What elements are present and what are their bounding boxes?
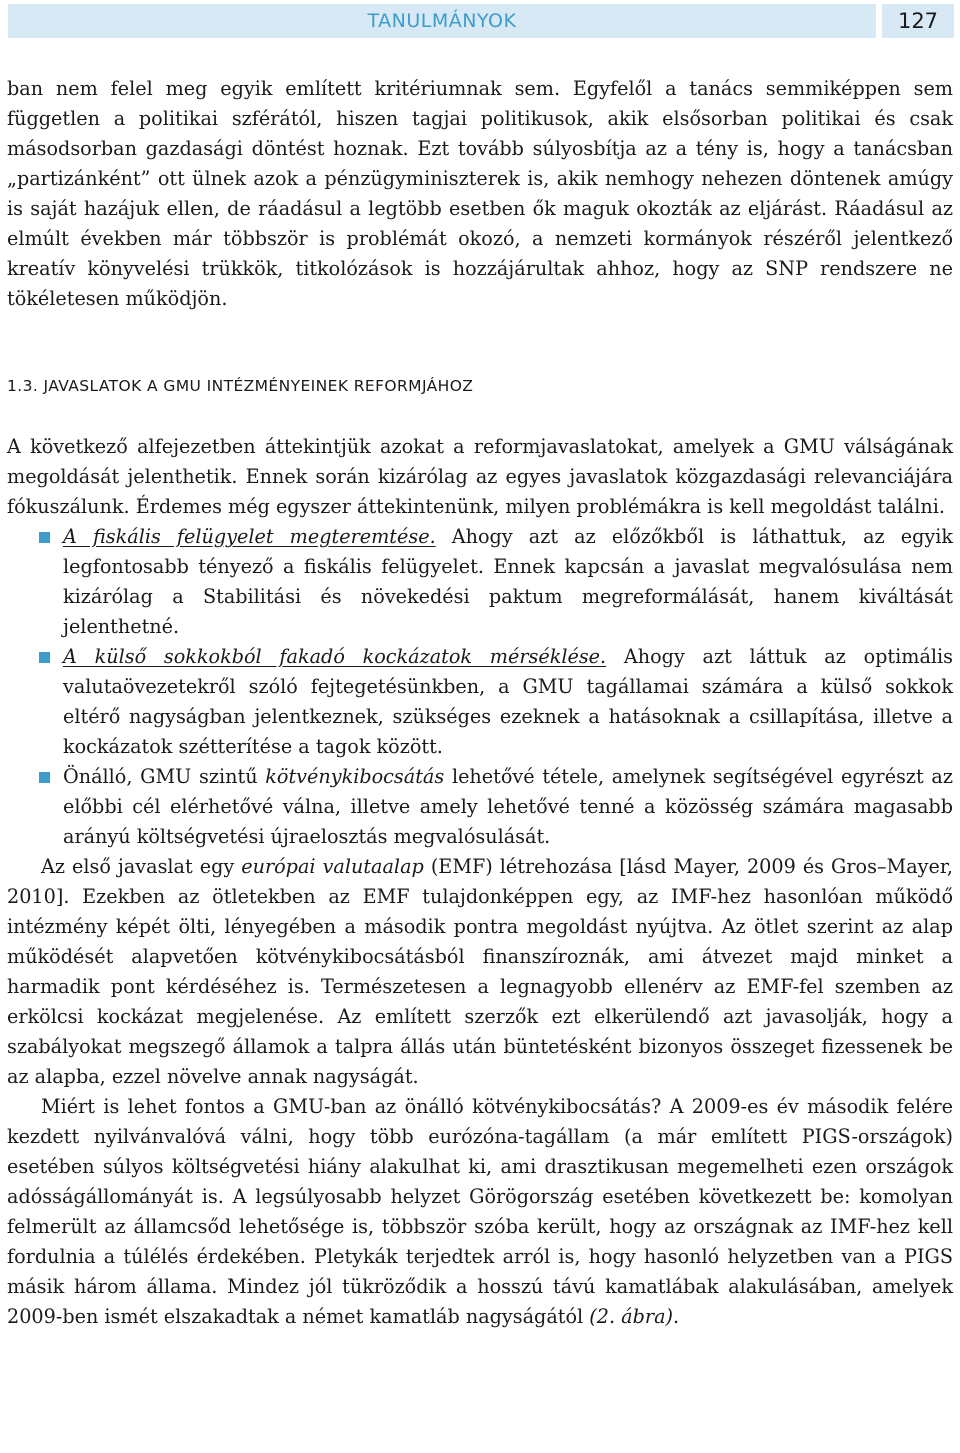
section-heading: 1.3. JAVASLATOK A GMU INTÉZMÉNYEINEK REFORMJÁHOZ: [7, 377, 474, 395]
square-bullet-icon: [39, 532, 50, 543]
list-item-text-pre: Önálló, GMU szintű: [63, 765, 266, 788]
list-item-emphasis: kötvénykibocsátás: [265, 765, 445, 788]
paragraph-intro: A következő alfejezetben áttekintjük azokat a reformjavaslatokat, amelyek a GMU válságának megoldását jelenthetik. Ennek során kizárólag az egyes javaslatok közgazdasági relevanciájára fókuszálunk. Érdemes még egyszer áttekintenünk, milyen problémákra is kell megoldást találni.: [7, 435, 953, 518]
list-item-text: Ahogy azt láttuk az optimális valutaövezetekről szóló fejtegetésünkben, a GMU tagállamai számára a külső sokkok eltérő nagyságban jelentkeznek, szükséges ezeknek a hatásoknak a csillapítása, illetve a kockázatok szétterítése a tagok között.: [63, 645, 953, 758]
list-item-text-post: lehetővé tétele, amelynek segítségével egyrészt az előbbi cél elérhetővé válna, illetve amely lehetővé tenné a közösség számára magasabb arányú költségvetési újraelosztás megvalósulását.: [63, 765, 953, 848]
square-bullet-icon: [39, 772, 50, 783]
list-item: [7, 642, 953, 762]
running-section-title: TANULMÁNYOK: [8, 4, 876, 38]
figure-reference: (2. ábra): [589, 1305, 673, 1328]
list-item-lead: A fiskális felügyelet megteremtése.: [63, 525, 436, 548]
page-number: 127: [882, 4, 954, 38]
list-item-text: Ahogy azt az előzőkből is láthattuk, az egyik legfontosabb tényező a fiskális felügyelet. Ennek kapcsán a javaslat megvalósulása nem kizárólag a Stabilitási és növekedési paktum megreformálását, hanem kiváltását jelenthetné.: [63, 525, 953, 638]
list-item: [7, 522, 953, 642]
paragraph-bonds: [7, 1092, 953, 1332]
page-header: [8, 4, 954, 40]
paragraph-emphasis: európai valutaalap: [241, 855, 424, 878]
list-item: [7, 762, 953, 852]
square-bullet-icon: [39, 652, 50, 663]
paragraph-continued: ban nem felel meg egyik említett kritériumnak sem. Egyfelől a tanács semmiképpen sem független a politikai szférától, hiszen tagjai politikusok, akik elsősorban politikai és csak másodsorban gazdasági döntést hoznak. Ezt tovább súlyosbítja az a tény is, hogy a tanácsban „partizánként” ott ülnek azok a pénzügyminiszterek is, akik nemhogy nehezen döntenek amúgy is saját hazájuk ellen, de ráadásul a legtöbb esetben ők maguk okozták az eljárást. Ráadásul az elmúlt években már többször is problémát okozó, a nemzeti kormányok részéről jelentkező kreatív könyvelési trükkök, titkolózások is hozzájárultak ahhoz, hogy az SNP rendszere ne tökéletesen működjön.: [7, 77, 953, 310]
paragraph-text: Az első javaslat egy: [41, 855, 242, 878]
paragraph-text: (EMF) létrehozása [lásd Mayer, 2009 és Gros–Mayer, 2010]. Ezekben az ötletekben az EMF tulajdonképpen egy, az IMF-hez hasonlóan működő intézmény képét ölti, lényegében a második pontra megoldást nyújtva. Az ötlet szerint az alap működését alapvetően kötvénykibocsátásból finanszíroznák, ami átvezet majd minket a harmadik pont kérdéséhez is. Természetesen a legnagyobb ellenérv az EMF-fel szemben az erkölcsi kockázat megjelenése. Az említett szerzők ezt elkerülendő azt javasolják, hogy a szabályokat megszegő államok a talpra állás után büntetésként bizonyos összeget fizessenek be az alapba, ezzel növelve annak nagyságát.: [7, 855, 953, 1088]
article-body: [7, 74, 953, 1332]
paragraph-text: Miért is lehet fontos a GMU-ban az önálló kötvénykibocsátás? A 2009-es év második felére kezdett nyilvánvalóvá válni, hogy több eurózóna-tagállam (a már említett PIGS-országok) esetében súlyos költségvetési hiány alakulhat ki, ami drasztikusan megemelheti ezen országok adósságállományát is. A legsúlyosabb helyzet Görögország esetében következett be: komolyan felmerült az államcsőd lehetősége is, többször szóba került, hogy az országnak az IMF-hez kell fordulnia a túlélés érdekében. Pletykák terjedtek arról is, hogy hasonló helyzetben van a PIGS másik három állama. Mindez jól tükröződik a hosszú távú kamatlábak alakulásában, amelyek 2009-ben ismét elszakadtak a német kamatláb nagyságától: [7, 1095, 953, 1328]
list-item-lead: A külső sokkokból fakadó kockázatok mérséklése.: [63, 645, 607, 668]
reform-problem-list: [7, 522, 953, 852]
paragraph-text: .: [673, 1305, 680, 1328]
paragraph-emf: [7, 852, 953, 1092]
